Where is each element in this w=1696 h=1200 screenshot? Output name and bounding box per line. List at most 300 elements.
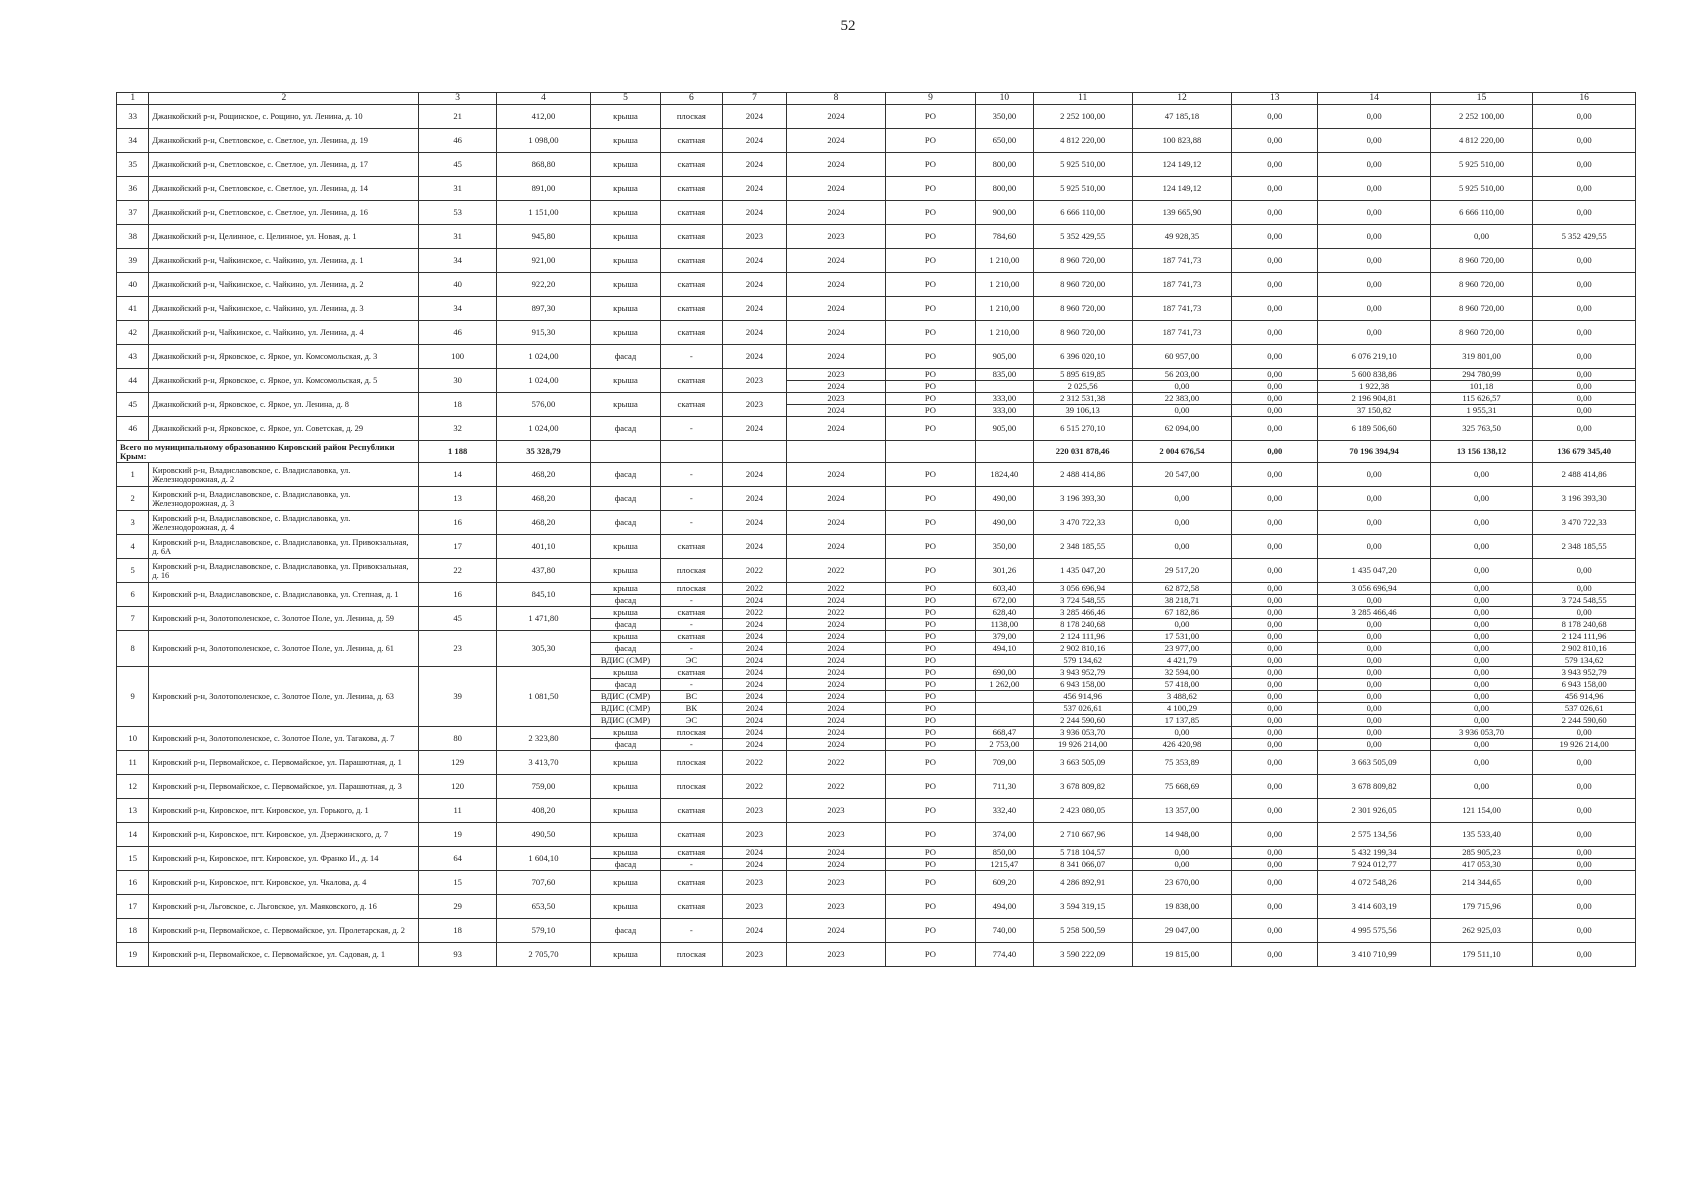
cost-16: 3 196 393,30 (1533, 487, 1636, 511)
plan-year: 2024 (722, 535, 787, 559)
row-number: 11 (117, 751, 149, 775)
total-cost-14: 70 196 394,94 (1318, 441, 1430, 463)
address-cell: Кировский р-н, Первомайское, с. Первомайское, ул. Парашютная, д. 1 (149, 751, 419, 775)
cost-12: 29 517,20 (1132, 559, 1231, 583)
cost-15: 115 626,57 (1430, 393, 1533, 405)
area-value: 1 081,50 (496, 667, 590, 727)
work-type: фасад (590, 511, 660, 535)
apartments-count: 120 (419, 775, 497, 799)
apartments-count: 18 (419, 919, 497, 943)
org-type: РО (885, 655, 976, 667)
total-cost: 5 925 510,00 (1033, 177, 1132, 201)
org-type: РО (885, 823, 976, 847)
repair-year: 2024 (787, 691, 885, 703)
row-number: 33 (117, 105, 149, 129)
apartments-count: 53 (419, 201, 497, 225)
cost-13: 0,00 (1232, 943, 1318, 967)
repair-year: 2022 (787, 559, 885, 583)
plan-year: 2024 (722, 417, 787, 441)
cost-13: 0,00 (1232, 703, 1318, 715)
apartments-count: 30 (419, 369, 497, 393)
cost-13: 0,00 (1232, 153, 1318, 177)
cost-15: 0,00 (1430, 655, 1533, 667)
work-type: крыша (590, 607, 660, 619)
volume: 301,26 (976, 559, 1033, 583)
cost-15: 0,00 (1430, 559, 1533, 583)
area-value: 1 604,10 (496, 847, 590, 871)
work-subtype: скатная (661, 393, 723, 417)
repair-year: 2024 (787, 487, 885, 511)
total-cost: 6 515 270,10 (1033, 417, 1132, 441)
plan-year: 2022 (722, 775, 787, 799)
repair-year: 2023 (787, 871, 885, 895)
cost-16: 0,00 (1533, 153, 1636, 177)
plan-year: 2024 (722, 273, 787, 297)
apartments-count: 29 (419, 895, 497, 919)
plan-year: 2022 (722, 607, 787, 619)
cost-15: 135 533,40 (1430, 823, 1533, 847)
volume: 1 210,00 (976, 321, 1033, 345)
total-empty-cell (976, 441, 1033, 463)
table-row (117, 105, 1636, 129)
address-cell: Джанкойский р-н, Ярковское, с. Яркое, ул. Ленина, д. 8 (149, 393, 419, 417)
volume: 740,00 (976, 919, 1033, 943)
cost-16: 0,00 (1533, 201, 1636, 225)
cost-15: 8 960 720,00 (1430, 273, 1533, 297)
cost-13: 0,00 (1232, 535, 1318, 559)
row-number: 14 (117, 823, 149, 847)
cost-12: 187 741,73 (1132, 249, 1231, 273)
cost-14: 37 150,82 (1318, 405, 1430, 417)
work-type: ВДИС (СМР) (590, 703, 660, 715)
total-cost: 3 724 548,55 (1033, 595, 1132, 607)
cost-14: 0,00 (1318, 487, 1430, 511)
plan-year: 2023 (722, 823, 787, 847)
table-row (117, 895, 1636, 919)
table-row (117, 487, 1636, 511)
apartments-count: 13 (419, 487, 497, 511)
area-value: 921,00 (496, 249, 590, 273)
work-subtype: плоская (661, 775, 723, 799)
table-row (117, 775, 1636, 799)
cost-12: 187 741,73 (1132, 273, 1231, 297)
org-type: РО (885, 583, 976, 595)
cost-14: 7 924 012,77 (1318, 859, 1430, 871)
work-subtype: скатная (661, 823, 723, 847)
total-cost: 6 666 110,00 (1033, 201, 1132, 225)
table-row (117, 511, 1636, 535)
apartments-count: 17 (419, 535, 497, 559)
total-cost: 3 590 222,09 (1033, 943, 1132, 967)
area-value: 653,50 (496, 895, 590, 919)
column-header-7: 7 (722, 93, 787, 105)
total-cost: 3 943 952,79 (1033, 667, 1132, 679)
cost-12: 187 741,73 (1132, 297, 1231, 321)
cost-15: 0,00 (1430, 751, 1533, 775)
total-cost: 2 124 111,96 (1033, 631, 1132, 643)
cost-12: 75 353,89 (1132, 751, 1231, 775)
cost-16: 6 943 158,00 (1533, 679, 1636, 691)
cost-13: 0,00 (1232, 655, 1318, 667)
cost-14: 2 196 904,81 (1318, 393, 1430, 405)
table-row (117, 871, 1636, 895)
volume: 350,00 (976, 105, 1033, 129)
volume: 672,00 (976, 595, 1033, 607)
cost-14: 3 410 710,99 (1318, 943, 1430, 967)
volume: 1138,00 (976, 619, 1033, 631)
org-type: РО (885, 177, 976, 201)
work-type: крыша (590, 847, 660, 859)
work-type: крыша (590, 177, 660, 201)
org-type: РО (885, 691, 976, 703)
work-subtype: ВС (661, 691, 723, 703)
row-number: 39 (117, 249, 149, 273)
work-subtype: скатная (661, 667, 723, 679)
cost-15: 0,00 (1430, 583, 1533, 595)
column-header-2: 2 (149, 93, 419, 105)
row-number: 15 (117, 847, 149, 871)
repair-year: 2022 (787, 751, 885, 775)
volume: 668,47 (976, 727, 1033, 739)
capital-repair-table-container (116, 92, 1636, 967)
org-type: РО (885, 799, 976, 823)
cost-16: 0,00 (1533, 727, 1636, 739)
cost-12: 4 100,29 (1132, 703, 1231, 715)
table-row (117, 393, 1636, 405)
cost-15: 214 344,65 (1430, 871, 1533, 895)
plan-year: 2022 (722, 559, 787, 583)
cost-13: 0,00 (1232, 775, 1318, 799)
repair-year: 2023 (787, 943, 885, 967)
cost-16: 0,00 (1533, 919, 1636, 943)
cost-12: 3 488,62 (1132, 691, 1231, 703)
plan-year: 2024 (722, 177, 787, 201)
cost-15: 1 955,31 (1430, 405, 1533, 417)
volume: 1 210,00 (976, 297, 1033, 321)
plan-year: 2024 (722, 153, 787, 177)
cost-12: 23 670,00 (1132, 871, 1231, 895)
work-subtype: - (661, 859, 723, 871)
cost-15: 5 925 510,00 (1430, 153, 1533, 177)
work-type: фасад (590, 417, 660, 441)
cost-12: 124 149,12 (1132, 177, 1231, 201)
column-header-14: 14 (1318, 93, 1430, 105)
cost-13: 0,00 (1232, 321, 1318, 345)
table-row (117, 345, 1636, 369)
cost-13: 0,00 (1232, 417, 1318, 441)
cost-14: 0,00 (1318, 643, 1430, 655)
address-cell: Джанкойский р-н, Ярковское, с. Яркое, ул. Комсомольская, д. 5 (149, 369, 419, 393)
org-type: РО (885, 129, 976, 153)
volume: 490,00 (976, 487, 1033, 511)
cost-13: 0,00 (1232, 177, 1318, 201)
address-cell: Кировский р-н, Владиславовское, с. Владиславовка, ул. Железнодорожная, д. 2 (149, 463, 419, 487)
total-cost: 1 435 047,20 (1033, 559, 1132, 583)
apartments-count: 31 (419, 225, 497, 249)
total-cost: 2 710 667,96 (1033, 823, 1132, 847)
volume: 628,40 (976, 607, 1033, 619)
work-type: крыша (590, 667, 660, 679)
plan-year: 2024 (722, 727, 787, 739)
work-subtype: скатная (661, 225, 723, 249)
area-value: 468,20 (496, 463, 590, 487)
plan-year: 2024 (722, 847, 787, 859)
org-type: РО (885, 679, 976, 691)
work-type: крыша (590, 559, 660, 583)
org-type: РО (885, 595, 976, 607)
org-type: РО (885, 381, 976, 393)
cost-15: 179 715,96 (1430, 895, 1533, 919)
work-subtype: скатная (661, 369, 723, 393)
cost-15: 319 801,00 (1430, 345, 1533, 369)
area-value: 3 413,70 (496, 751, 590, 775)
work-subtype: плоская (661, 727, 723, 739)
cost-15: 417 053,30 (1430, 859, 1533, 871)
plan-year: 2024 (722, 631, 787, 643)
row-number: 41 (117, 297, 149, 321)
cost-15: 0,00 (1430, 487, 1533, 511)
area-value: 1 471,80 (496, 607, 590, 631)
cost-14: 0,00 (1318, 297, 1430, 321)
volume: 333,00 (976, 405, 1033, 417)
cost-12: 0,00 (1132, 487, 1231, 511)
plan-year: 2024 (722, 739, 787, 751)
cost-16: 0,00 (1533, 859, 1636, 871)
work-type: фасад (590, 595, 660, 607)
apartments-count: 16 (419, 583, 497, 607)
volume: 835,00 (976, 369, 1033, 381)
repair-year: 2024 (787, 129, 885, 153)
row-number: 35 (117, 153, 149, 177)
volume: 494,10 (976, 643, 1033, 655)
row-number: 18 (117, 919, 149, 943)
plan-year: 2023 (722, 943, 787, 967)
cost-16: 0,00 (1533, 943, 1636, 967)
cost-14: 0,00 (1318, 619, 1430, 631)
cost-16: 0,00 (1533, 345, 1636, 369)
cost-14: 0,00 (1318, 631, 1430, 643)
plan-year: 2023 (722, 895, 787, 919)
total-cost: 8 178 240,68 (1033, 619, 1132, 631)
total-cost: 3 594 319,15 (1033, 895, 1132, 919)
plan-year: 2024 (722, 297, 787, 321)
cost-16: 0,00 (1533, 871, 1636, 895)
org-type: РО (885, 405, 976, 417)
cost-13: 0,00 (1232, 393, 1318, 405)
total-label: Всего по муниципальному образованию Кировский район Республики Крым: (117, 441, 419, 463)
cost-16: 2 244 590,60 (1533, 715, 1636, 727)
work-subtype: - (661, 679, 723, 691)
plan-year: 2022 (722, 751, 787, 775)
total-cost: 8 960 720,00 (1033, 321, 1132, 345)
cost-16: 0,00 (1533, 559, 1636, 583)
total-cost: 5 718 104,57 (1033, 847, 1132, 859)
org-type: РО (885, 345, 976, 369)
apartments-count: 23 (419, 631, 497, 667)
total-cost: 456 914,96 (1033, 691, 1132, 703)
plan-year: 2024 (722, 643, 787, 655)
cost-14: 0,00 (1318, 463, 1430, 487)
work-type: крыша (590, 129, 660, 153)
work-subtype: скатная (661, 297, 723, 321)
org-type: РО (885, 847, 976, 859)
total-cost: 2 025,56 (1033, 381, 1132, 393)
volume: 711,30 (976, 775, 1033, 799)
cost-14: 6 076 219,10 (1318, 345, 1430, 369)
total-cost-15: 13 156 138,12 (1430, 441, 1533, 463)
cost-15: 4 812 220,00 (1430, 129, 1533, 153)
repair-year: 2024 (787, 463, 885, 487)
total-cost-13: 0,00 (1232, 441, 1318, 463)
volume: 800,00 (976, 153, 1033, 177)
plan-year: 2024 (722, 703, 787, 715)
address-cell: Джанкойский р-н, Чайкинское, с. Чайкино, ул. Ленина, д. 1 (149, 249, 419, 273)
repair-year: 2023 (787, 823, 885, 847)
cost-13: 0,00 (1232, 691, 1318, 703)
row-number: 40 (117, 273, 149, 297)
work-type: фасад (590, 463, 660, 487)
cost-16: 2 902 810,16 (1533, 643, 1636, 655)
cost-12: 13 357,00 (1132, 799, 1231, 823)
row-number: 36 (117, 177, 149, 201)
cost-13: 0,00 (1232, 619, 1318, 631)
apartments-count: 34 (419, 249, 497, 273)
table-row (117, 607, 1636, 619)
cost-12: 187 741,73 (1132, 321, 1231, 345)
repair-year: 2024 (787, 919, 885, 943)
repair-year: 2023 (787, 895, 885, 919)
address-cell: Джанкойский р-н, Чайкинское, с. Чайкино, ул. Ленина, д. 4 (149, 321, 419, 345)
row-number: 4 (117, 535, 149, 559)
cost-14: 5 432 199,34 (1318, 847, 1430, 859)
cost-14: 1 435 047,20 (1318, 559, 1430, 583)
repair-year: 2024 (787, 631, 885, 643)
cost-14: 0,00 (1318, 129, 1430, 153)
area-value: 845,10 (496, 583, 590, 607)
cost-13: 0,00 (1232, 201, 1318, 225)
cost-15: 0,00 (1430, 535, 1533, 559)
plan-year: 2024 (722, 201, 787, 225)
table-row (117, 559, 1636, 583)
cost-15: 0,00 (1430, 679, 1533, 691)
cost-12: 60 957,00 (1132, 345, 1231, 369)
cost-16: 2 348 185,55 (1533, 535, 1636, 559)
cost-12: 22 383,00 (1132, 393, 1231, 405)
org-type: РО (885, 273, 976, 297)
org-type: РО (885, 105, 976, 129)
repair-year: 2023 (787, 225, 885, 249)
row-number: 34 (117, 129, 149, 153)
org-type: РО (885, 739, 976, 751)
cost-16: 0,00 (1533, 297, 1636, 321)
cost-14: 3 414 603,19 (1318, 895, 1430, 919)
volume: 1 210,00 (976, 249, 1033, 273)
area-value: 1 024,00 (496, 369, 590, 393)
table-row (117, 823, 1636, 847)
total-cost: 39 106,13 (1033, 405, 1132, 417)
column-header-6: 6 (661, 93, 723, 105)
volume: 774,40 (976, 943, 1033, 967)
total-cost: 2 312 531,38 (1033, 393, 1132, 405)
area-value: 412,00 (496, 105, 590, 129)
cost-16: 0,00 (1533, 129, 1636, 153)
cost-16: 0,00 (1533, 895, 1636, 919)
volume (976, 703, 1033, 715)
address-cell: Кировский р-н, Первомайское, с. Первомайское, ул. Садовая, д. 1 (149, 943, 419, 967)
cost-14: 0,00 (1318, 679, 1430, 691)
cost-13: 0,00 (1232, 463, 1318, 487)
cost-14: 0,00 (1318, 667, 1430, 679)
cost-12: 29 047,00 (1132, 919, 1231, 943)
table-row (117, 799, 1636, 823)
cost-16: 0,00 (1533, 177, 1636, 201)
total-cost-16: 136 679 345,40 (1533, 441, 1636, 463)
volume: 374,00 (976, 823, 1033, 847)
area-value: 437,80 (496, 559, 590, 583)
work-subtype: скатная (661, 631, 723, 643)
cost-16: 2 124 111,96 (1533, 631, 1636, 643)
repair-year: 2024 (787, 405, 885, 417)
row-number: 5 (117, 559, 149, 583)
total-cost: 3 678 809,82 (1033, 775, 1132, 799)
org-type: РО (885, 631, 976, 643)
total-empty-cell (885, 441, 976, 463)
org-type: РО (885, 393, 976, 405)
address-cell: Кировский р-н, Кировское, пгт. Кировское, ул. Чкалова, д. 4 (149, 871, 419, 895)
address-cell: Кировский р-н, Кировское, пгт. Кировское, ул. Дзержинского, д. 7 (149, 823, 419, 847)
work-type: крыша (590, 895, 660, 919)
column-header-11: 11 (1033, 93, 1132, 105)
work-type: крыша (590, 249, 660, 273)
work-subtype: - (661, 619, 723, 631)
area-value: 922,20 (496, 273, 590, 297)
repair-year: 2024 (787, 595, 885, 607)
cost-16: 0,00 (1533, 775, 1636, 799)
cost-12: 49 928,35 (1132, 225, 1231, 249)
cost-16: 0,00 (1533, 249, 1636, 273)
work-subtype: скатная (661, 153, 723, 177)
cost-16: 0,00 (1533, 321, 1636, 345)
area-value: 490,50 (496, 823, 590, 847)
repair-year: 2023 (787, 799, 885, 823)
repair-year: 2024 (787, 667, 885, 679)
column-header-8: 8 (787, 93, 885, 105)
row-number: 16 (117, 871, 149, 895)
work-subtype: скатная (661, 895, 723, 919)
volume: 609,20 (976, 871, 1033, 895)
cost-13: 0,00 (1232, 727, 1318, 739)
cost-14: 0,00 (1318, 535, 1430, 559)
cost-14: 0,00 (1318, 225, 1430, 249)
volume (976, 381, 1033, 393)
row-number: 1 (117, 463, 149, 487)
apartments-count: 31 (419, 177, 497, 201)
total-cost-12: 2 004 676,54 (1132, 441, 1231, 463)
total-cost: 3 663 505,09 (1033, 751, 1132, 775)
repair-year: 2023 (787, 369, 885, 381)
work-type: крыша (590, 201, 660, 225)
cost-15: 294 780,99 (1430, 369, 1533, 381)
work-type: фасад (590, 643, 660, 655)
apartments-count: 40 (419, 273, 497, 297)
work-type: ВДИС (СМР) (590, 715, 660, 727)
volume: 900,00 (976, 201, 1033, 225)
cost-12: 75 668,69 (1132, 775, 1231, 799)
total-cost: 5 925 510,00 (1033, 153, 1132, 177)
cost-13: 0,00 (1232, 405, 1318, 417)
org-type: РО (885, 559, 976, 583)
plan-year: 2022 (722, 583, 787, 595)
